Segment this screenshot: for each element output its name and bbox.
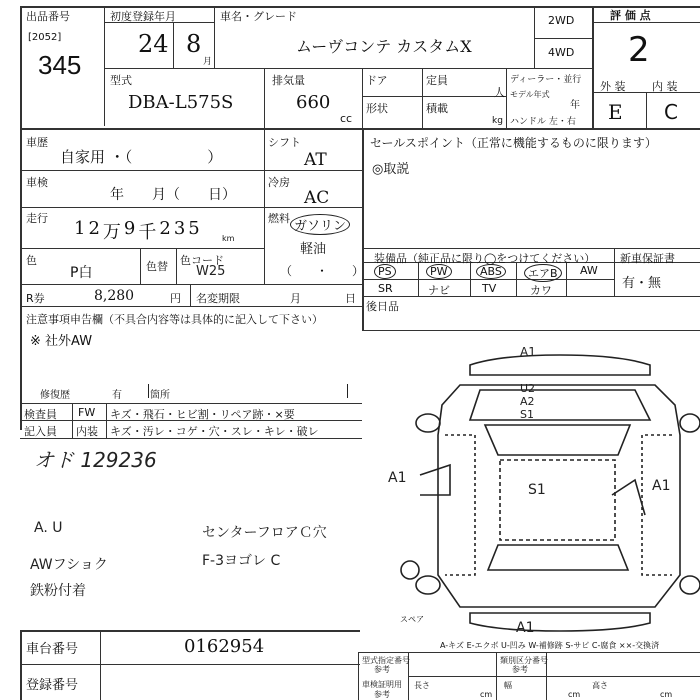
- diagram-mark: A1: [388, 470, 407, 486]
- inspector-label: 検査員: [24, 408, 57, 421]
- equip-pw: PW: [426, 264, 452, 279]
- handle-label: ハンドル 左・右: [510, 117, 576, 127]
- drive-4wd: 4WD: [548, 46, 575, 59]
- hand-note: センターフロアＣ穴: [202, 525, 327, 541]
- interior-value: C: [664, 100, 678, 124]
- exterior-value: E: [608, 100, 623, 124]
- sales-label: セールスポイント（正常に機能するものに限ります）: [370, 136, 657, 150]
- color-value: P白: [70, 265, 93, 281]
- equip-tv: TV: [482, 282, 497, 295]
- reg-label: 登録番号: [26, 678, 79, 693]
- notes-label: 注意事項申告欄（不具合内容等は具体的に記入して下さい）: [26, 313, 323, 326]
- drive-2wd: 2WD: [548, 14, 575, 27]
- disp-value: 660: [296, 92, 331, 113]
- repair-value: 有: [112, 390, 122, 401]
- load-label: 積載: [426, 102, 448, 115]
- model-label: 型式: [110, 74, 132, 87]
- height-unit: cm: [660, 690, 673, 699]
- car-name: ムーヴコンテ カスタムX: [296, 37, 472, 56]
- hand-note: AWフショク: [30, 557, 108, 573]
- month-unit: 月: [203, 57, 213, 67]
- recycle-value: 8,280: [94, 288, 135, 304]
- mileage-digit: 千: [138, 222, 157, 243]
- recorder-code: 内装: [76, 425, 98, 438]
- shape-label: 形状: [366, 102, 388, 115]
- diagram-mark: S1: [528, 482, 546, 498]
- mileage-digit: 2: [159, 218, 171, 239]
- ref-label: 参考: [374, 665, 390, 674]
- hand-note: A. U: [34, 520, 63, 536]
- name-change-value: 月 日: [290, 292, 356, 305]
- damage-legend: A-キズ E-エクボ U-凹み W-補修跡 S-サビ C-腐食 ××-交換済: [440, 641, 660, 650]
- shift-value: AT: [304, 150, 327, 170]
- equip-navi: ナビ: [428, 284, 450, 297]
- score-value: 2: [628, 30, 650, 70]
- fuel-paren: （ ・ ）: [280, 264, 365, 278]
- hand-note: 鉄粉付着: [30, 583, 86, 599]
- warranty-label: 新車保証書: [620, 252, 675, 265]
- diagram-mark: U2: [520, 382, 536, 395]
- fuel-alt: 軽油: [300, 242, 327, 257]
- ref-label: 参考: [374, 690, 390, 699]
- diagram-mark: A2: [520, 395, 535, 408]
- model-value: DBA-L575S: [128, 92, 234, 113]
- lot-label: 出品番号: [26, 10, 70, 23]
- ref-label: 参考: [512, 665, 528, 674]
- equip-sr: SR: [378, 282, 393, 295]
- mileage-digit: 2: [88, 218, 100, 239]
- chassis-label: 車台番号: [26, 642, 79, 657]
- year-unit: 年: [570, 100, 580, 111]
- first-reg-year: 24: [138, 30, 169, 58]
- mileage-digit: 3: [173, 218, 186, 239]
- shift-label: シフト: [268, 136, 301, 149]
- fuel-label: 燃料: [268, 212, 290, 225]
- type-value: 自家用 ・（ ）: [60, 148, 223, 166]
- notes-value: ※ 社外AW: [30, 334, 93, 349]
- vin-label: 車検証明用: [362, 680, 402, 689]
- inspect-value: 年 月（ 日）: [110, 187, 236, 203]
- repair-box: 箇所: [150, 390, 170, 401]
- inspect-label: 車検: [26, 176, 48, 189]
- class-label: 類別区分番号: [500, 656, 548, 665]
- disp-unit: cc: [340, 112, 353, 125]
- dealer-label: ディーラー・並行: [510, 75, 582, 85]
- disp-label: 排気量: [272, 74, 305, 87]
- color-code-label: 色コード: [180, 254, 224, 267]
- capacity-unit: 人: [494, 86, 505, 99]
- interior-label: 内 装: [652, 80, 678, 93]
- first-reg-month: 8: [186, 30, 202, 58]
- lot-number: 345: [38, 50, 82, 80]
- width-label: 幅: [504, 681, 512, 690]
- fuel-value: ガソリン: [290, 214, 350, 235]
- equip-aw: AW: [580, 264, 598, 277]
- model-cert-label: 型式指定番号: [362, 656, 410, 665]
- diagram-mark: A1: [520, 345, 536, 359]
- equip-label: 装備品（純正品に限り◯をつけてください）: [374, 252, 596, 265]
- mileage-digit: 5: [188, 218, 200, 239]
- name-change-label: 名変期限: [196, 292, 240, 305]
- diagram-mark: S1: [520, 408, 534, 421]
- ac-value: AC: [304, 188, 330, 208]
- mileage-digit: 9: [123, 218, 136, 239]
- width-unit: cm: [568, 690, 581, 699]
- car-name-label: 車名・グレード: [220, 10, 297, 23]
- diagram-mark: A1: [516, 620, 535, 636]
- ac-label: 冷房: [268, 176, 290, 189]
- mileage-value: [74, 218, 200, 244]
- mileage-label: 走行: [26, 212, 48, 225]
- exterior-label: 外 装: [600, 80, 626, 93]
- lot-subcode: [2052]: [28, 32, 62, 43]
- length-unit: cm: [480, 690, 493, 699]
- inspector-items: キズ・飛石・ヒビ割・リペア跡・×要: [110, 408, 295, 421]
- chassis-value: 0162954: [184, 636, 265, 657]
- length-label: 長さ: [414, 681, 430, 690]
- color-label: 色: [26, 254, 37, 267]
- recorder-items: キズ・汚レ・コゲ・穴・スレ・キレ・破レ: [110, 425, 319, 438]
- mileage-unit: km: [222, 234, 235, 243]
- mileage-digit: 万: [102, 222, 121, 243]
- equip-airbag: エアB: [524, 264, 562, 282]
- first-reg-label: 初度登録年月: [110, 10, 176, 23]
- post-label: 後日品: [366, 300, 399, 313]
- height-label: 高さ: [592, 681, 608, 690]
- recycle-label: R券: [26, 292, 45, 305]
- hand-note-odo: オド 129236: [34, 448, 157, 472]
- repair-label: 修復歴: [40, 390, 70, 401]
- score-label: 評 価 点: [610, 9, 651, 22]
- recycle-unit: 円: [170, 292, 181, 305]
- door-label: ドア: [366, 74, 388, 87]
- sales-value: ◎取説: [372, 162, 410, 177]
- recorder-label: 記入員: [24, 425, 57, 438]
- capacity-label: 定員: [426, 74, 448, 87]
- load-unit: kg: [492, 116, 503, 126]
- color-change-label: 色替: [146, 260, 168, 273]
- spare-label: スペア: [400, 615, 424, 624]
- color-code-value: W25: [196, 264, 226, 279]
- diagram-mark: A1: [652, 478, 671, 494]
- hand-note: F-3ヨゴレ C: [202, 553, 281, 569]
- warranty-value: 有・無: [622, 276, 662, 291]
- equip-leather: カワ: [530, 284, 552, 297]
- model-year-label: モデル年式: [510, 90, 550, 99]
- mileage-digit: 1: [74, 218, 86, 239]
- equip-ps: PS: [374, 264, 396, 279]
- inspector-code: FW: [78, 406, 96, 419]
- equip-abs: ABS: [476, 264, 506, 279]
- type-label: 車歴: [26, 136, 48, 149]
